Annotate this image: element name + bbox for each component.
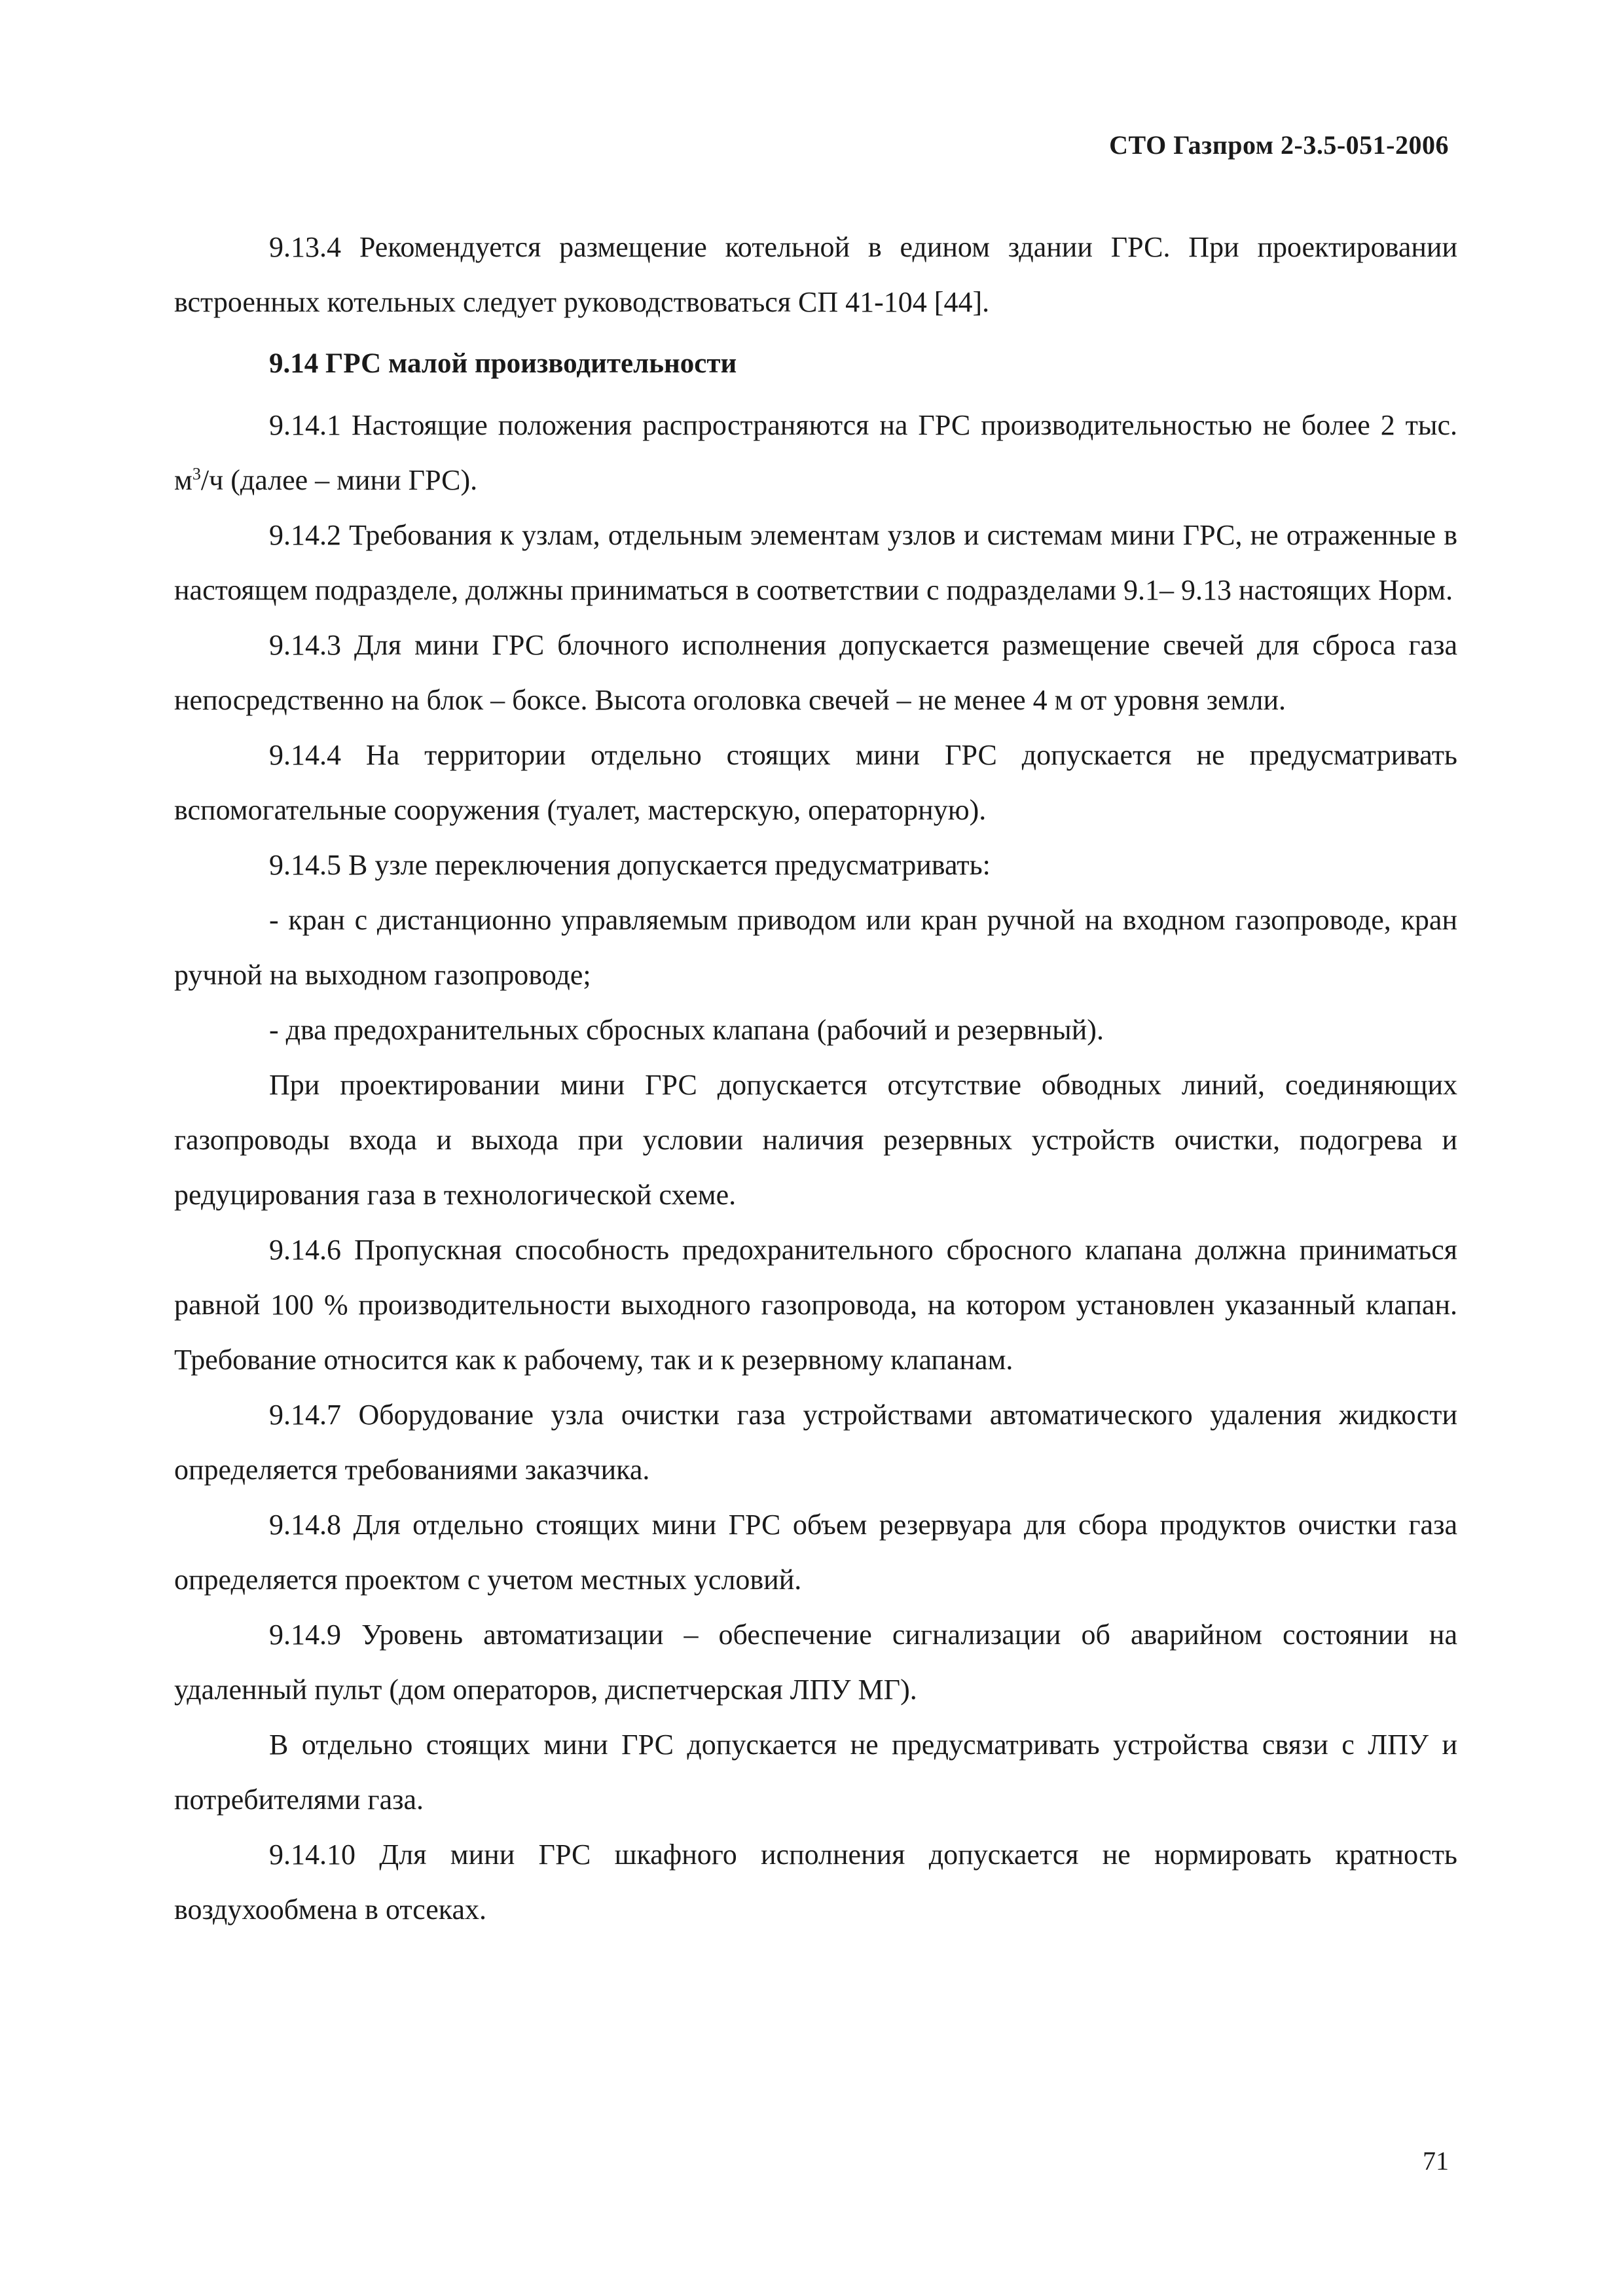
list-item: - кран с дистанционно управляемым приводом или кран ручной на входном газопроводе, кран ручной на выходном газопроводе; xyxy=(174,904,1457,991)
paragraph-9-14-1-text-b: /ч (далее – мини ГРС). xyxy=(200,464,478,496)
paragraph-9-14-9: 9.14.9 Уровень автоматизации – обеспечение сигнализации об аварийном состоянии на удаленный пульт (дом операторов, диспетчерская ЛПУ МГ). xyxy=(174,1619,1457,1706)
paragraph-9-14-1 xyxy=(174,398,1457,508)
paragraph-9-13-4: 9.13.4 Рекомендуется размещение котельной в едином здании ГРС. При проектировании встроенных котельных следует руководствоваться СП 41-104 [44]. xyxy=(174,231,1457,318)
paragraph-9-14-5-note: При проектировании мини ГРС допускается отсутствие обводных линий, соединяющих газопроводы входа и выхода при условии наличия резервных устройств очистки, подогрева и редуцирования газа в технологической схеме. xyxy=(174,1069,1457,1211)
paragraph-9-14-3: 9.14.3 Для мини ГРС блочного исполнения допускается размещение свечей для сброса газа непосредственно на блок – боксе. Высота оголовка свечей – не менее 4 м от уровня земли. xyxy=(174,629,1457,716)
page-number: 71 xyxy=(1423,2146,1449,2176)
paragraph-9-14-7: 9.14.7 Оборудование узла очистки газа устройствами автоматического удаления жидкости определяется требованиями заказчика. xyxy=(174,1399,1457,1486)
paragraph-9-14-8: 9.14.8 Для отдельно стоящих мини ГРС объем резервуара для сбора продуктов очистки газа определяется проектом с учетом местных условий. xyxy=(174,1509,1457,1596)
list-item: - два предохранительных сбросных клапана (рабочий и резервный). xyxy=(269,1014,1104,1046)
paragraph-9-14-2: 9.14.2 Требования к узлам, отдельным элементам узлов и системам мини ГРС, не отраженные в настоящем подразделе, должны приниматься в соответствии с подразделами 9.1– 9.13 настоящих Норм. xyxy=(174,519,1457,606)
document-header: СТО Газпром 2-3.5-051-2006 xyxy=(1109,130,1449,160)
paragraph-9-14-9-note: В отдельно стоящих мини ГРС допускается не предусматривать устройства связи с ЛПУ и потребителями газа. xyxy=(174,1729,1457,1816)
section-heading-9-14: 9.14 ГРС малой производительности xyxy=(269,348,737,379)
superscript: 3 xyxy=(192,464,201,484)
paragraph-9-14-5: 9.14.5 В узле переключения допускается предусматривать: xyxy=(269,849,991,881)
paragraph-9-14-6: 9.14.6 Пропускная способность предохранительного сбросного клапана должна приниматься равной 100 % производительности выходного газопровода, на котором установлен указанный клапан. Требование относится как к рабочему, так и к резервному клапанам. xyxy=(174,1234,1457,1376)
page-content xyxy=(174,220,1457,1937)
paragraph-9-14-4: 9.14.4 На территории отдельно стоящих мини ГРС допускается не предусматривать вспомогательные сооружения (туалет, мастерскую, операторную). xyxy=(174,739,1457,826)
paragraph-9-14-10: 9.14.10 Для мини ГРС шкафного исполнения допускается не нормировать кратность воздухообмена в отсеках. xyxy=(174,1839,1457,1926)
paragraph-9-14-1-text-a: 9.14.1 Настоящие положения распространяются на ГРС производительностью не более 2 тыс. м xyxy=(174,409,1457,496)
